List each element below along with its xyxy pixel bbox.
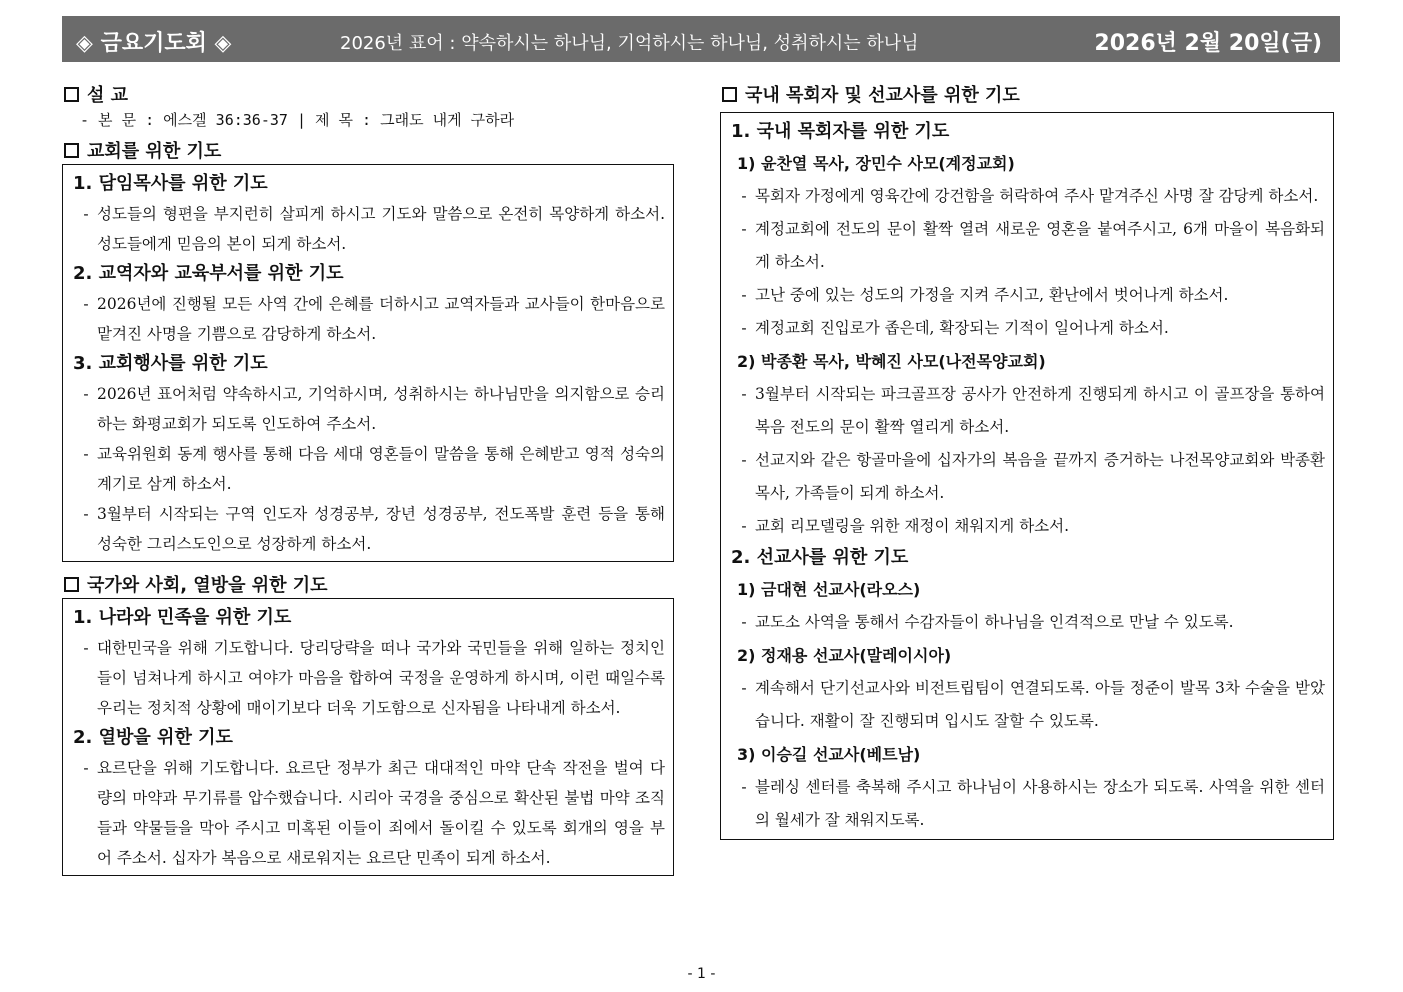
missions-prayer-box xyxy=(720,112,1334,840)
list-item: - 블레싱 센터를 축복해 주시고 하나님이 사용하시는 장소가 되도록. 사역을 위한 센터의 월세가 잘 채워지도록. xyxy=(733,771,1325,837)
bullet-text: 교육위원회 동계 행사를 통해 다음 세대 영혼들이 말씀을 통해 은혜받고 영적 성숙의 계기로 삼게 하소서. xyxy=(97,445,665,493)
bullet-text: 목회자 가정에게 영육간에 강건함을 허락하여 주사 맡겨주신 사명 잘 감당케 하소서. xyxy=(755,187,1319,205)
checkbox-icon xyxy=(64,143,79,158)
list-item: - 2026년 표어처럼 약속하시고, 기억하시며, 성취하시는 하나님만을 의지함으로 승리하는 화평교회가 되도록 인도하여 주소서. xyxy=(75,379,665,439)
section-nation-heading xyxy=(62,570,674,598)
item-title: 2. 교역자와 교육부서를 위한 기도 xyxy=(73,263,344,284)
list-item: - 3월부터 시작되는 파크골프장 공사가 안전하게 진행되게 하시고 이 골프장을 통하여 복음 전도의 문이 활짝 열리게 하소서. xyxy=(733,378,1325,444)
list-item: - 계정교회 진입로가 좁은데, 확장되는 기적이 일어나게 하소서. xyxy=(733,312,1325,345)
list-item: - 교육위원회 동계 행사를 통해 다음 세대 영혼들이 말씀을 통해 은혜받고 영적 성숙의 계기로 삼게 하소서. xyxy=(75,439,665,499)
section-nation-title: 국가와 사회, 열방을 위한 기도 xyxy=(87,575,328,596)
bullet-text: 2026년에 진행될 모든 사역 간에 은혜를 더하시고 교역자들과 교사들이 한마음으로 맡겨진 사명을 기쁨으로 감당하게 하소서. xyxy=(97,295,665,343)
bullet-text: 계정교회에 전도의 문이 활짝 열려 새로운 영혼을 붙여주시고, 6개 마을이 복음화되게 하소서. xyxy=(755,220,1325,271)
bullet-text: 계정교회 진입로가 좁은데, 확장되는 기적이 일어나게 하소서. xyxy=(755,319,1169,337)
sub-title: 1) 금대현 선교사(라오스) xyxy=(737,580,921,599)
list-item: - 요르단을 위해 기도합니다. 요르단 정부가 최근 대대적인 마약 단속 작전을 벌여 다량의 마약과 무기류를 압수했습니다. 시리아 국경을 중심으로 확산된 불법 마약 조직들과 약물들을 막아 주시고 미혹된 이들이 죄에서 돌이킬 수 있도록 회개의 영을 부어 주소서. 십자가 복음으로 새로워지는 요르단 민족이 되게 하소서. xyxy=(75,753,665,873)
bullet-text: 2026년 표어처럼 약속하시고, 기억하시며, 성취하시는 하나님만을 의지함으로 승리하는 화평교회가 되도록 인도하여 주소서. xyxy=(97,385,665,433)
section-sermon-title: 설 교 xyxy=(87,85,129,106)
bullet-text: 성도들의 형편을 부지런히 살피게 하시고 기도와 말씀으로 온전히 목양하게 하소서. 성도들에게 믿음의 본이 되게 하소서. xyxy=(97,205,665,253)
bullet-text: 교도소 사역을 통해서 수감자들이 하나님을 인격적으로 만날 수 있도록. xyxy=(755,613,1234,631)
list-item: - 고난 중에 있는 성도의 가정을 지켜 주시고, 환난에서 벗어나게 하소서. xyxy=(733,279,1325,312)
checkbox-icon xyxy=(64,87,79,102)
section-sermon-heading xyxy=(62,80,674,108)
checkbox-icon xyxy=(64,577,79,592)
nation-prayer-box xyxy=(62,598,674,876)
list-item: - 3월부터 시작되는 구역 인도자 성경공부, 장년 성경공부, 전도폭발 훈련 등을 통해 성숙한 그리스도인으로 성장하게 하소서. xyxy=(75,499,665,559)
page-number: - 1 - xyxy=(687,966,716,982)
bullet-text: 대한민국을 위해 기도합니다. 당리당략을 떠나 국가와 국민들을 위해 일하는 정치인들이 넘쳐나게 하시고 여야가 마음을 합하여 국정을 운영하게 하시며, 이런 때일수록 우리는 정치적 상황에 매이기보다 더욱 기도함으로 신자됨을 나타내게 하소서. xyxy=(97,639,665,717)
church-prayer-box xyxy=(62,164,674,562)
left-column xyxy=(62,80,674,884)
list-item: - 성도들의 형편을 부지런히 살피게 하시고 기도와 말씀으로 온전히 목양하게 하소서. 성도들에게 믿음의 본이 되게 하소서. xyxy=(75,199,665,259)
section-church-title: 교회를 위한 기도 xyxy=(87,141,222,162)
item-title: 2. 열방을 위한 기도 xyxy=(73,727,233,748)
header-bar xyxy=(62,16,1340,62)
list-item: - 교도소 사역을 통해서 수감자들이 하나님을 인격적으로 만날 수 있도록. xyxy=(733,606,1325,639)
bullet-text: 3월부터 시작되는 파크골프장 공사가 안전하게 진행되게 하시고 이 골프장을 통하여 복음 전도의 문이 활짝 열리게 하소서. xyxy=(755,385,1325,436)
checkbox-icon xyxy=(722,87,737,102)
list-item: - 2026년에 진행될 모든 사역 간에 은혜를 더하시고 교역자들과 교사들이 한마음으로 맡겨진 사명을 기쁨으로 감당하게 하소서. xyxy=(75,289,665,349)
sub-title: 2) 박종환 목사, 박혜진 사모(나전목양교회) xyxy=(737,352,1046,371)
sub-title: 3) 이승길 선교사(베트남) xyxy=(737,745,921,764)
bullet-text: 선교지와 같은 항골마을에 십자가의 복음을 끝까지 증거하는 나전목양교회와 박종환 목사, 가족들이 되게 하소서. xyxy=(755,451,1325,502)
item-title: 1. 나라와 민족을 위한 기도 xyxy=(73,607,292,628)
list-item: - 목회자 가정에게 영육간에 강건함을 허락하여 주사 맡겨주신 사명 잘 감당케 하소서. xyxy=(733,180,1325,213)
bullet-text: 교회 리모델링을 위한 재정이 채워지게 하소서. xyxy=(755,517,1070,535)
item-title: 1. 담임목사를 위한 기도 xyxy=(73,173,268,194)
list-item: - 대한민국을 위해 기도합니다. 당리당략을 떠나 국가와 국민들을 위해 일하는 정치인들이 넘쳐나게 하시고 여야가 마음을 합하여 국정을 운영하게 하시며, 이런 때일수록 우리는 정치적 상황에 매이기보다 더욱 기도함으로 신자됨을 나타내게 하소서. xyxy=(75,633,665,723)
section-church-heading xyxy=(62,136,674,164)
group-title: 2. 선교사를 위한 기도 xyxy=(731,547,909,568)
list-item: - 계정교회에 전도의 문이 활짝 열려 새로운 영혼을 붙여주시고, 6개 마을이 복음화되게 하소서. xyxy=(733,213,1325,279)
sub-title: 2) 정재용 선교사(말레이시아) xyxy=(737,646,952,665)
section-missions-heading xyxy=(720,80,1334,108)
list-item: - 계속해서 단기선교사와 비전트립팀이 연결되도록. 아들 정준이 발목 3차 수술을 받았습니다. 재활이 잘 진행되며 입시도 잘할 수 있도록. xyxy=(733,672,1325,738)
header-date: 2026년 2월 20일(금) xyxy=(1094,31,1322,56)
list-item: - 선교지와 같은 항골마을에 십자가의 복음을 끝까지 증거하는 나전목양교회와 박종환 목사, 가족들이 되게 하소서. xyxy=(733,444,1325,510)
list-item: - 교회 리모델링을 위한 재정이 채워지게 하소서. xyxy=(733,510,1325,543)
bullet-text: 고난 중에 있는 성도의 가정을 지켜 주시고, 환난에서 벗어나게 하소서. xyxy=(755,286,1229,304)
bullet-text: 3월부터 시작되는 구역 인도자 성경공부, 장년 성경공부, 전도폭발 훈련 등을 통해 성숙한 그리스도인으로 성장하게 하소서. xyxy=(97,505,665,553)
header-title: ◈ 금요기도회 ◈ xyxy=(76,31,232,56)
sub-title: 1) 윤찬열 목사, 장민수 사모(계정교회) xyxy=(737,154,1015,173)
right-column xyxy=(720,80,1334,848)
bullet-text: 계속해서 단기선교사와 비전트립팀이 연결되도록. 아들 정준이 발목 3차 수술을 받았습니다. 재활이 잘 진행되며 입시도 잘할 수 있도록. xyxy=(755,679,1325,730)
item-title: 3. 교회행사를 위한 기도 xyxy=(73,353,268,374)
group-title: 1. 국내 목회자를 위한 기도 xyxy=(731,121,950,142)
bullet-text: 요르단을 위해 기도합니다. 요르단 정부가 최근 대대적인 마약 단속 작전을 벌여 다량의 마약과 무기류를 압수했습니다. 시리아 국경을 중심으로 확산된 불법 마약 조직들과 약물들을 막아 주시고 미혹된 이들이 죄에서 돌이킬 수 있도록 회개의 영을 부어 주소서. 십자가 복음으로 새로워지는 요르단 민족이 되게 하소서. xyxy=(97,759,665,867)
section-missions-title: 국내 목회자 및 선교사를 위한 기도 xyxy=(745,85,1020,106)
sermon-details: - 본 문 : 에스겔 36:36-37 | 제 목 : 그래도 내게 구하라 xyxy=(80,111,515,129)
bullet-text: 블레싱 센터를 축복해 주시고 하나님이 사용하시는 장소가 되도록. 사역을 위한 센터의 월세가 잘 채워지도록. xyxy=(755,778,1325,829)
header-motto: 2026년 표어 : 약속하시는 하나님, 기억하시는 하나님, 성취하시는 하나님 xyxy=(340,33,919,54)
